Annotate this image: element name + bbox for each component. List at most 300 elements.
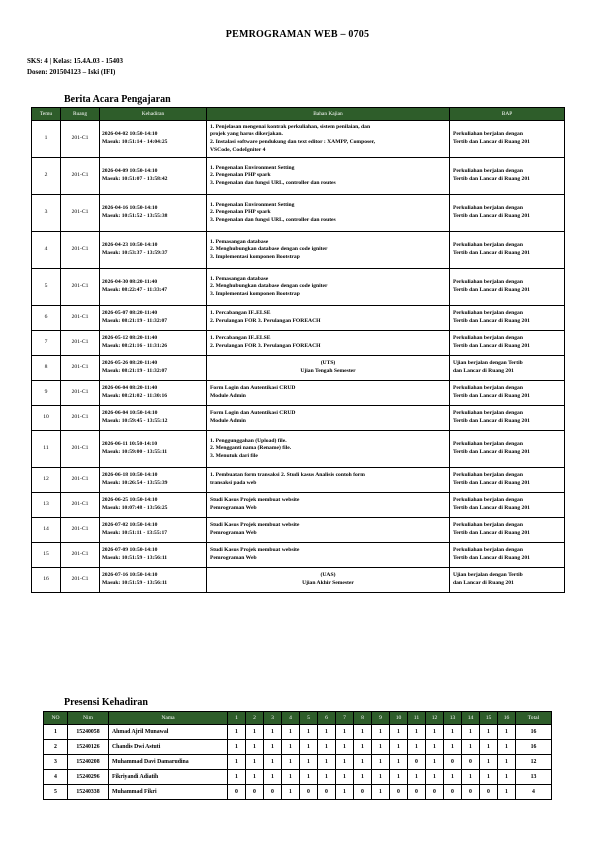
ruang-cell: 201-C1 [61, 331, 100, 356]
bahan-line: 2. Menghubungkan database dengan code igniter [210, 246, 328, 253]
bahan-line: 2. Mengganti nama (Rename) file. [210, 445, 292, 452]
bahan-kajian-cell [207, 195, 450, 232]
ruang-cell: 201-C1 [61, 518, 100, 543]
bahan-kajian-cell [207, 568, 450, 593]
attendance-cell: 1 [318, 770, 336, 785]
bahan-line: 2. Instalasi software pendukung dan text editor : XAMPP, Composer, [210, 139, 376, 145]
temu-cell: 6 [32, 306, 61, 331]
presensi-column-header: NO [44, 712, 68, 725]
table-row [44, 755, 552, 770]
attendance-cell: 1 [246, 755, 264, 770]
presensi-column-header: 4 [282, 712, 300, 725]
attendance-cell: 1 [246, 770, 264, 785]
kehadiran-cell [100, 493, 207, 518]
bahan-line: 2. Menghubungkan database dengan code igniter [210, 283, 328, 290]
nim-cell: 15240126 [68, 740, 109, 755]
presensi-column-header: 1 [228, 712, 246, 725]
ruang-cell: 201-C1 [61, 381, 100, 406]
attendance-cell: 1 [318, 755, 336, 770]
attendance-cell: 1 [390, 755, 408, 770]
bap-line: Perkuliahan berjalan dengan [453, 522, 523, 529]
bap-line: Tertib dan Lancar di Ruang 201 [453, 505, 530, 511]
jadwal-text: 2026-07-09 10:50-14:10 [102, 547, 158, 554]
attendance-cell: 1 [498, 740, 516, 755]
presensi-column-header: 6 [318, 712, 336, 725]
ruang-cell: 201-C1 [61, 543, 100, 568]
bap-line: Tertib dan Lancar di Ruang 201 [453, 449, 530, 455]
temu-cell: 12 [32, 468, 61, 493]
masuk-text: Masuk: 10:59:00 - 13:55:11 [102, 449, 168, 455]
presensi-column-header: 14 [462, 712, 480, 725]
presensi-column-header: 9 [372, 712, 390, 725]
attendance-cell: 1 [426, 770, 444, 785]
bap-cell [450, 158, 565, 195]
presensi-column-header: 3 [264, 712, 282, 725]
nama-cell: Muhammad Fikri [109, 785, 228, 800]
bahan-line: Studi Kasus Projek membuat website [210, 497, 300, 504]
bap-line: Perkuliahan berjalan dengan [453, 410, 523, 417]
bap-line: Tertib dan Lancar di Ruang 201 [453, 418, 530, 424]
ruang-cell: 201-C1 [61, 232, 100, 269]
total-cell: 16 [516, 725, 552, 740]
bahan-line: 1. Pemasangan database [210, 238, 269, 245]
bap-line: Perkuliahan berjalan dengan [453, 310, 523, 317]
masuk-text: Masuk: 10:07:48 - 13:56:25 [102, 505, 168, 511]
masuk-text: Masuk: 10:51:52 - 13:55:38 [102, 213, 168, 219]
table-row [44, 785, 552, 800]
table-row [32, 121, 565, 158]
bap-line: dan Lancar di Ruang 201 [453, 580, 514, 586]
attendance-cell: 1 [282, 770, 300, 785]
presensi-column-header: Nama [109, 712, 228, 725]
attendance-cell: 1 [228, 725, 246, 740]
total-cell: 13 [516, 770, 552, 785]
table-row [32, 406, 565, 431]
kehadiran-cell [100, 306, 207, 331]
ruang-cell: 201-C1 [61, 306, 100, 331]
masuk-text: Masuk: 10:51:11 - 13:55:17 [102, 530, 168, 536]
presensi-column-header: 11 [408, 712, 426, 725]
bap-line: Perkuliahan berjalan dengan [453, 335, 523, 342]
bap-line: dan Lancar di Ruang 201 [453, 368, 514, 374]
bap-line: Tertib dan Lancar di Ruang 201 [453, 139, 530, 145]
table-row [32, 195, 565, 232]
table-row [44, 740, 552, 755]
bahan-line: projek yang harus dikerjakan. [210, 131, 283, 138]
attendance-cell: 1 [372, 785, 390, 800]
bap-line: Perkuliahan berjalan dengan [453, 472, 523, 479]
jadwal-text: 2026-04-16 10:50-14:10 [102, 205, 158, 212]
table-row [32, 568, 565, 593]
attendance-cell: 1 [354, 770, 372, 785]
kehadiran-cell [100, 543, 207, 568]
kehadiran-cell [100, 121, 207, 158]
bahan-line: Module Admin [210, 393, 246, 399]
bahan-kajian-cell [207, 518, 450, 543]
attendance-cell: 0 [426, 785, 444, 800]
bahan-kajian-cell [207, 406, 450, 431]
bahan-line: Form Login dan Autentikasi CRUD [210, 385, 296, 392]
berita-acara-header-row [32, 108, 565, 121]
bahan-line: 3. Pengenalan dan fungsi URL, controller dan routes [210, 216, 336, 223]
attendance-cell: 1 [498, 725, 516, 740]
attendance-cell: 0 [480, 785, 498, 800]
bahan-line: transaksi pada web [210, 480, 257, 486]
masuk-text: Masuk: 10:53:37 - 13:59:37 [102, 250, 168, 256]
bahan-line: 1. Percabangan IF..ELSE [210, 310, 271, 317]
jadwal-text: 2026-04-09 10:50-14:10 [102, 168, 158, 175]
bap-cell [450, 518, 565, 543]
bap-cell [450, 431, 565, 468]
attendance-cell: 1 [480, 755, 498, 770]
nama-cell: Muhammad Davi Damarudina [109, 755, 228, 770]
attendance-cell: 1 [354, 740, 372, 755]
temu-cell: 9 [32, 381, 61, 406]
bap-line: Tertib dan Lancar di Ruang 201 [453, 213, 530, 219]
attendance-cell: 1 [228, 770, 246, 785]
attendance-cell: 1 [444, 725, 462, 740]
jadwal-text: 2026-07-16 10:50-14:10 [102, 572, 158, 579]
attendance-cell: 0 [246, 785, 264, 800]
kehadiran-cell [100, 568, 207, 593]
bahan-kajian-cell [207, 381, 450, 406]
kehadiran-cell [100, 331, 207, 356]
bahan-kajian-cell [207, 121, 450, 158]
bahan-line: 1. Pengenalan Environment Setting [210, 201, 295, 208]
column-header-temu: Temu [32, 108, 61, 121]
section-heading-berita-acara: Berita Acara Pengajaran [64, 94, 171, 105]
attendance-cell: 0 [444, 755, 462, 770]
bahan-line: 1. Penjelasan mengenai kontrak perkuliahan, sistem penilaian, dan [210, 123, 371, 130]
attendance-cell: 1 [246, 740, 264, 755]
jadwal-text: 2026-07-02 10:50-14:10 [102, 522, 158, 529]
ruang-cell: 201-C1 [61, 493, 100, 518]
attendance-cell: 0 [408, 755, 426, 770]
bahan-line: 1. Penggunggahan (Upload) file. [210, 437, 287, 444]
table-row [32, 543, 565, 568]
attendance-cell: 1 [336, 770, 354, 785]
masuk-text: Masuk: 10:51:07 - 13:58:42 [102, 176, 168, 182]
bahan-line: 1. Pembuatan form transaksi 2. Studi kasus Analisis contoh form [210, 472, 365, 479]
masuk-text: Masuk: 08:22:47 - 11:33:47 [102, 287, 168, 293]
masuk-text: Masuk: 10:51:59 - 13:56:11 [102, 580, 168, 586]
bap-line: Perkuliahan berjalan dengan [453, 441, 523, 448]
column-header-kehadiran: Kehadiran [100, 108, 207, 121]
bap-line: Tertib dan Lancar di Ruang 201 [453, 393, 530, 399]
bahan-line: Pemrograman Web [210, 505, 257, 511]
no-cell: 5 [44, 785, 68, 800]
jadwal-text: 2026-05-12 08:20-11:40 [102, 335, 158, 342]
bahan-kajian-cell [207, 269, 450, 306]
attendance-cell: 0 [228, 785, 246, 800]
bap-cell [450, 568, 565, 593]
temu-cell: 2 [32, 158, 61, 195]
attendance-cell: 1 [282, 755, 300, 770]
attendance-cell: 1 [390, 725, 408, 740]
attendance-cell: 1 [318, 740, 336, 755]
attendance-cell: 0 [444, 785, 462, 800]
kehadiran-cell [100, 381, 207, 406]
bahan-line: Form Login dan Autentikasi CRUD [210, 410, 296, 417]
bahan-line: 2. Pengenalan PHP spark [210, 209, 271, 216]
attendance-cell: 1 [282, 725, 300, 740]
bap-cell [450, 543, 565, 568]
attendance-cell: 1 [300, 740, 318, 755]
table-row [32, 431, 565, 468]
masuk-text: Masuk: 10:59:45 - 13:55:12 [102, 418, 168, 424]
ruang-cell: 201-C1 [61, 406, 100, 431]
attendance-cell: 1 [498, 770, 516, 785]
jadwal-text: 2026-06-11 10:50-14:10 [102, 441, 158, 448]
table-row [32, 518, 565, 543]
section-heading-presensi: Presensi Kehadiran [64, 697, 148, 708]
presensi-column-header: 8 [354, 712, 372, 725]
bap-line: Perkuliahan berjalan dengan [453, 497, 523, 504]
attendance-cell: 1 [372, 725, 390, 740]
presensi-column-header: Nim [68, 712, 109, 725]
bahan-kajian-cell [207, 431, 450, 468]
attendance-cell: 0 [300, 785, 318, 800]
nim-cell: 15240208 [68, 755, 109, 770]
attendance-cell: 0 [390, 785, 408, 800]
bahan-line: Module Admin [210, 418, 246, 424]
nama-cell: Chandis Dwi Astuti [109, 740, 228, 755]
ruang-cell: 201-C1 [61, 468, 100, 493]
attendance-cell: 0 [318, 785, 336, 800]
presensi-table [43, 711, 552, 800]
attendance-cell: 1 [264, 725, 282, 740]
column-header-bahan-kajian: Bahan Kajian [207, 108, 450, 121]
attendance-cell: 1 [480, 740, 498, 755]
presensi-column-header: 2 [246, 712, 264, 725]
kehadiran-cell [100, 406, 207, 431]
attendance-cell: 1 [462, 725, 480, 740]
no-cell: 1 [44, 725, 68, 740]
jadwal-text: 2026-04-30 08:20-11:40 [102, 279, 158, 286]
attendance-cell: 1 [390, 770, 408, 785]
bap-cell [450, 381, 565, 406]
bahan-line: 3. Implementasi komponen Bootstrap [210, 290, 300, 297]
table-row [32, 269, 565, 306]
nama-cell: Fikriyandi Adiatih [109, 770, 228, 785]
bap-line: Perkuliahan berjalan dengan [453, 242, 523, 249]
bahan-kajian-cell [207, 232, 450, 269]
kehadiran-cell [100, 232, 207, 269]
attendance-cell: 1 [336, 725, 354, 740]
masuk-text: Masuk: 08:21:19 - 11:32:07 [102, 318, 168, 324]
course-info-line: SKS: 4 | Kelas: 15.4A.03 - 15403 [27, 57, 124, 65]
table-row [32, 306, 565, 331]
bahan-kajian-cell [207, 331, 450, 356]
attendance-cell: 1 [480, 770, 498, 785]
bahan-line: 1. Percabangan IF..ELSE [210, 335, 271, 342]
table-row [32, 158, 565, 195]
bahan-line: VSCode, CodeIgniter 4 [210, 146, 266, 153]
bahan-line: 2. Pengenalan PHP spark [210, 172, 271, 179]
attendance-cell: 1 [498, 785, 516, 800]
bahan-line: 2. Perulangan FOR 3. Perulangan FOREACH [210, 343, 321, 349]
jadwal-text: 2026-04-23 10:50-14:10 [102, 242, 158, 249]
attendance-cell: 1 [282, 740, 300, 755]
bap-line: Tertib dan Lancar di Ruang 201 [453, 176, 530, 182]
bahan-line: Ujian Akhir Semester [302, 580, 354, 586]
total-cell: 12 [516, 755, 552, 770]
bap-line: Tertib dan Lancar di Ruang 201 [453, 555, 530, 561]
kehadiran-cell [100, 269, 207, 306]
attendance-cell: 1 [300, 770, 318, 785]
bap-cell [450, 306, 565, 331]
jadwal-text: 2026-06-18 10:50-14:10 [102, 472, 158, 479]
presensi-column-header: 15 [480, 712, 498, 725]
masuk-text: Masuk: 10:26:54 - 13:55:39 [102, 480, 168, 486]
bahan-line: Ujian Tengah Semester [300, 368, 356, 374]
bap-line: Ujian berjalan dengan Tertib [453, 572, 523, 579]
attendance-cell: 0 [462, 785, 480, 800]
masuk-text: Masuk: 10:51:59 - 13:56:11 [102, 555, 168, 561]
bap-cell [450, 356, 565, 381]
bap-line: Perkuliahan berjalan dengan [453, 131, 523, 138]
ruang-cell: 201-C1 [61, 269, 100, 306]
bahan-line: (UAS) [320, 572, 336, 579]
presensi-column-header: 10 [390, 712, 408, 725]
attendance-cell: 1 [372, 770, 390, 785]
bahan-kajian-cell [207, 543, 450, 568]
bap-line: Ujian berjalan dengan Tertib [453, 360, 523, 367]
bap-line: Perkuliahan berjalan dengan [453, 385, 523, 392]
attendance-cell: 1 [282, 785, 300, 800]
attendance-cell: 1 [408, 770, 426, 785]
masuk-text: Masuk: 08:21:02 - 11:30:16 [102, 393, 168, 399]
lecturer-info-line: Dosen: 201504123 – Iski (IFI) [27, 68, 116, 76]
nim-cell: 15240338 [68, 785, 109, 800]
bap-line: Perkuliahan berjalan dengan [453, 279, 523, 286]
temu-cell: 5 [32, 269, 61, 306]
attendance-cell: 1 [372, 755, 390, 770]
attendance-cell: 1 [480, 725, 498, 740]
bap-cell [450, 468, 565, 493]
bap-line: Tertib dan Lancar di Ruang 201 [453, 318, 530, 324]
kehadiran-cell [100, 158, 207, 195]
berita-acara-table [31, 107, 565, 593]
bahan-line: Pemrograman Web [210, 555, 257, 561]
bap-line: Tertib dan Lancar di Ruang 201 [453, 343, 530, 349]
attendance-cell: 1 [390, 740, 408, 755]
attendance-cell: 1 [462, 770, 480, 785]
bahan-kajian-cell [207, 158, 450, 195]
table-row [44, 770, 552, 785]
masuk-text: Masuk: 08:21:19 - 11:32:07 [102, 368, 168, 374]
attendance-cell: 1 [408, 740, 426, 755]
jadwal-text: 2026-06-04 08:20-11:40 [102, 385, 158, 392]
attendance-cell: 1 [318, 725, 336, 740]
kehadiran-cell [100, 195, 207, 232]
nim-cell: 15240058 [68, 725, 109, 740]
attendance-cell: 0 [462, 755, 480, 770]
bahan-kajian-cell [207, 468, 450, 493]
presensi-header-row [44, 712, 552, 725]
attendance-cell: 1 [336, 740, 354, 755]
bap-line: Tertib dan Lancar di Ruang 201 [453, 530, 530, 536]
temu-cell: 7 [32, 331, 61, 356]
attendance-cell: 1 [228, 740, 246, 755]
column-header-bap: BAP [450, 108, 565, 121]
temu-cell: 11 [32, 431, 61, 468]
table-row [32, 232, 565, 269]
temu-cell: 3 [32, 195, 61, 232]
bap-cell [450, 406, 565, 431]
table-row [44, 725, 552, 740]
kehadiran-cell [100, 518, 207, 543]
table-row [32, 493, 565, 518]
bahan-line: 3. Implementasi komponen Bootstrap [210, 253, 300, 260]
bap-cell [450, 195, 565, 232]
bap-line: Tertib dan Lancar di Ruang 201 [453, 480, 530, 486]
jadwal-text: 2026-06-04 10:50-14:10 [102, 410, 158, 417]
attendance-cell: 1 [264, 770, 282, 785]
attendance-cell: 1 [426, 755, 444, 770]
kehadiran-cell [100, 468, 207, 493]
bap-cell [450, 232, 565, 269]
attendance-cell: 1 [336, 785, 354, 800]
attendance-cell: 1 [354, 755, 372, 770]
kehadiran-cell [100, 356, 207, 381]
attendance-cell: 1 [354, 725, 372, 740]
bap-cell [450, 331, 565, 356]
attendance-cell: 0 [264, 785, 282, 800]
attendance-cell: 0 [354, 785, 372, 800]
no-cell: 2 [44, 740, 68, 755]
total-cell: 4 [516, 785, 552, 800]
ruang-cell: 201-C1 [61, 568, 100, 593]
table-row [32, 468, 565, 493]
attendance-cell: 0 [408, 785, 426, 800]
presensi-column-header: Total [516, 712, 552, 725]
bahan-kajian-cell [207, 356, 450, 381]
temu-cell: 13 [32, 493, 61, 518]
bahan-line: 3. Menutuk dari file [210, 452, 258, 459]
bahan-line: 2. Perulangan FOR 3. Perulangan FOREACH [210, 318, 321, 324]
jadwal-text: 2026-05-07 08:20-11:40 [102, 310, 158, 317]
attendance-cell: 1 [264, 755, 282, 770]
temu-cell: 8 [32, 356, 61, 381]
attendance-cell: 1 [336, 755, 354, 770]
attendance-cell: 1 [228, 755, 246, 770]
presensi-column-header: 12 [426, 712, 444, 725]
bap-cell [450, 493, 565, 518]
table-row [32, 356, 565, 381]
ruang-cell: 201-C1 [61, 356, 100, 381]
temu-cell: 14 [32, 518, 61, 543]
no-cell: 3 [44, 755, 68, 770]
bap-line: Tertib dan Lancar di Ruang 201 [453, 287, 530, 293]
ruang-cell: 201-C1 [61, 121, 100, 158]
attendance-cell: 1 [444, 740, 462, 755]
bahan-line: Pemrograman Web [210, 530, 257, 536]
nama-cell: Ahmad Ajril Munawal [109, 725, 228, 740]
attendance-cell: 1 [246, 725, 264, 740]
bap-line: Tertib dan Lancar di Ruang 201 [453, 250, 530, 256]
attendance-cell: 1 [462, 740, 480, 755]
attendance-cell: 1 [444, 770, 462, 785]
bahan-kajian-cell [207, 493, 450, 518]
kehadiran-cell [100, 431, 207, 468]
ruang-cell: 201-C1 [61, 158, 100, 195]
temu-cell: 15 [32, 543, 61, 568]
jadwal-text: 2026-06-25 10:50-14:10 [102, 497, 158, 504]
ruang-cell: 201-C1 [61, 431, 100, 468]
table-row [32, 331, 565, 356]
attendance-cell: 1 [300, 755, 318, 770]
